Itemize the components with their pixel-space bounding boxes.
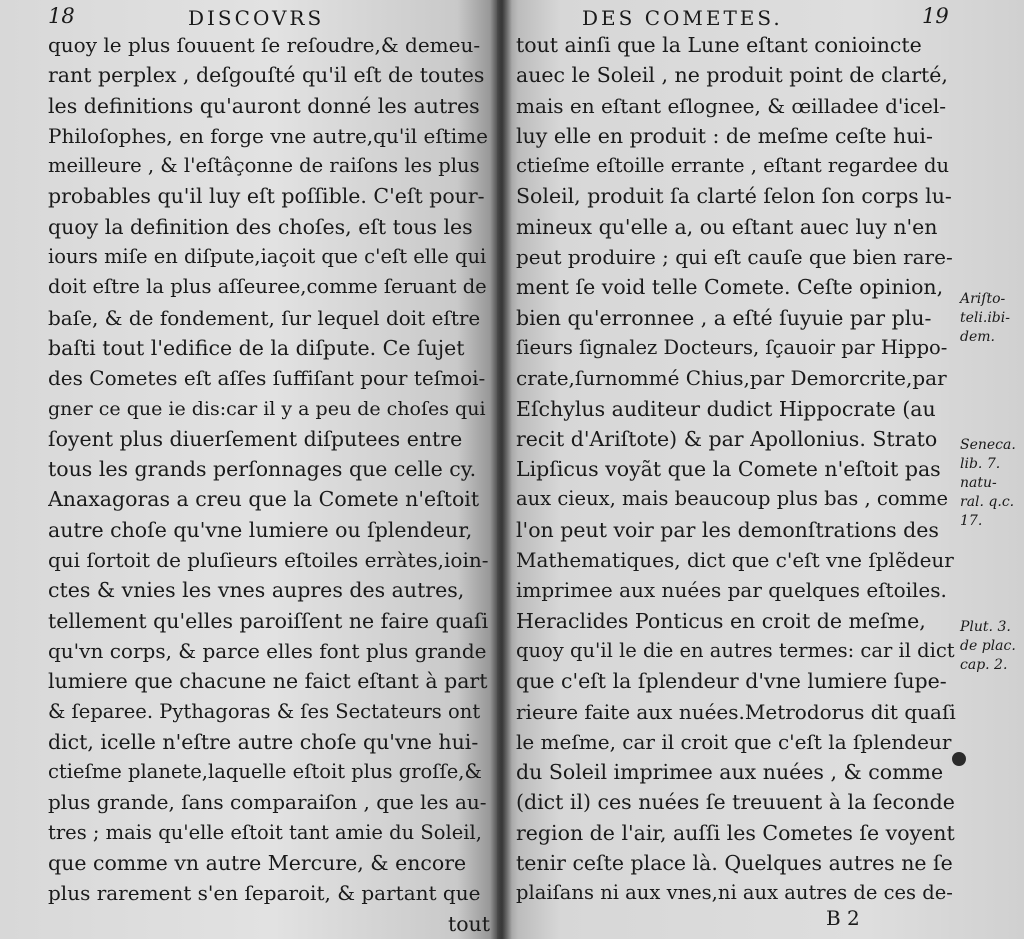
- text-line: les definitions qu'auront donné les autres: [48, 93, 480, 118]
- text-line: ment ſe void telle Comete. Ceſte opinion,: [516, 275, 944, 300]
- text-line: ctieſme eſtoille errante , eſtant regardee du: [516, 154, 950, 178]
- text-line: bien qu'erronnee , a eſté ſuyuie par plu-: [516, 305, 932, 330]
- text-line: imprimee aux nuées par quelques eſtoiles.: [516, 578, 947, 603]
- text-line: gner ce que ie dis:car il y a peu de choſes qui: [48, 397, 486, 420]
- text-line: Lipſicus voyãt que la Comete n'eſtoit pas: [516, 457, 941, 482]
- text-line: Soleil, produit ſa clarté ſelon ſon corps lu-: [516, 184, 952, 209]
- text-line: ctes & vnies les vnes aupres des autres,: [48, 578, 465, 603]
- text-line: que comme vn autre Mercure, & encore: [48, 851, 467, 876]
- left-page: [0, 0, 497, 939]
- text-line: du Soleil imprimee aux nuées , & comme: [516, 760, 944, 785]
- catchword: tout: [447, 911, 490, 936]
- text-line: tous les grands perſonnages que celle cy.: [48, 457, 477, 482]
- margin-note-aristotle: Ariſto- teli.ibi- dem.: [960, 291, 1010, 345]
- text-line: mais en eſtant eſlognee, & œilladee d'icel-: [516, 93, 946, 118]
- text-line: Anaxagoras a creu que la Comete n'eſtoit: [48, 487, 480, 512]
- text-line: ſieurs ſignalez Docteurs, ſçauoir par Hippo-: [516, 335, 948, 359]
- text-line: Mathematiques, dict que c'eſt vne ſplẽdeur: [516, 548, 954, 573]
- text-line: peut produire ; qui eſt cauſe que bien rare-: [516, 245, 953, 270]
- text-line: luy elle en produit : de meſme ceſte hui-: [516, 123, 933, 148]
- text-line: quoy qu'il le die en autres termes: car il dict: [516, 638, 955, 662]
- text-line: recit d'Ariſtote) & par Apollonius. Strato: [516, 426, 938, 451]
- text-line: qui ſortoit de pluſieurs eſtoiles erràtes,ioin-: [48, 548, 489, 573]
- text-line: ſoyent plus diuerſement diſputees entre: [48, 426, 463, 451]
- text-line: baſe, & de fondement, ſur lequel doit eſtre: [48, 305, 481, 330]
- text-line: plus rarement s'en ſeparoit, & partant que: [48, 881, 481, 906]
- text-line: lumiere que chacune ne faict eſtant à part: [48, 669, 488, 694]
- text-line: rant perplex , deſgouſté qu'il eſt de toutes: [48, 63, 485, 88]
- book-gutter: [490, 0, 512, 939]
- text-line: plaiſans ni aux vnes,ni aux autres de ces de-: [516, 881, 953, 905]
- text-line: rieure faite aux nuées.Metrodorus dit quaſi: [516, 699, 956, 724]
- text-line: region de l'air, auſſi les Cometes ſe voyent: [516, 820, 955, 845]
- right-text-block: [516, 30, 956, 909]
- text-line: probables qu'il luy eſt poſſible. C'eſt pour-: [48, 184, 485, 209]
- text-line: tenir ceſte place là. Quelques autres ne ſe: [516, 851, 953, 876]
- text-line: le meſme, car il croit que c'eſt la ſplendeur: [516, 729, 952, 754]
- text-line: iours miſe en diſpute,iaçoit que c'eſt elle qui: [48, 245, 487, 269]
- left-running-head: DISCOVRS: [188, 6, 325, 30]
- text-line: (dict il) ces nuées ſe treuuent à la ſeconde: [516, 790, 955, 815]
- right-running-head: DES COMETES.: [582, 6, 783, 30]
- text-line: baſti tout l'edifice de la diſpute. Ce ſujet: [48, 335, 465, 360]
- text-line: Philoſophes, en forge vne autre,qu'il eſtime: [48, 123, 488, 148]
- text-line: autre choſe qu'vne lumiere ou ſplendeur,: [48, 517, 473, 542]
- margin-note-plutarch: Plut. 3. de plac. cap. 2.: [960, 619, 1016, 673]
- text-line: meilleure , & l'eſtâçonne de raiſons les plus: [48, 154, 480, 178]
- text-line: plus grande, ſans comparaiſon , que les au-: [48, 790, 487, 815]
- text-line: Heraclides Ponticus en croit de meſme,: [516, 608, 926, 633]
- text-line: qu'vn corps, & parce elles font plus grande: [48, 638, 487, 663]
- right-page-number: 19: [922, 4, 949, 28]
- text-line: dict, icelle n'eſtre autre choſe qu'vne hui-: [48, 729, 479, 754]
- text-line: aux cieux, mais beaucoup plus bas , comme: [516, 487, 949, 511]
- ink-spot: [952, 752, 966, 766]
- text-line: crate,ſurnommé Chius,par Demorcrite,par: [516, 366, 947, 391]
- text-line: tellement qu'elles paroiſſent ne faire quaſi: [48, 608, 489, 633]
- text-line: auec le Soleil , ne produit point de clarté,: [516, 63, 948, 88]
- text-line: ctieſme planete,laquelle eſtoit plus groſſe,&: [48, 760, 482, 784]
- left-page-number: 18: [48, 4, 75, 28]
- text-line: quoy la definition des choſes, eſt tous les: [48, 214, 473, 239]
- left-text-block: [48, 30, 490, 939]
- text-line: que c'eſt la ſplendeur d'vne lumiere ſupe-: [516, 669, 947, 694]
- text-line: quoy le plus ſouuent ſe reſoudre,& demeu-: [48, 33, 481, 57]
- text-line: Eſchylus auditeur dudict Hippocrate (au: [516, 396, 936, 421]
- text-line: mineux qu'elle a, ou eſtant auec luy n'en: [516, 214, 938, 239]
- text-line: l'on peut voir par les demonſtrations des: [516, 517, 939, 542]
- margin-note-seneca: Seneca. lib. 7. natu- ral. q.c. 17.: [960, 437, 1016, 529]
- text-line: des Cometes eſt aſſes ſuffiſant pour teſmoi-: [48, 366, 486, 391]
- text-line: & ſeparee. Pythagoras & ſes Sectateurs ont: [48, 699, 481, 723]
- text-line: tout ainſi que la Lune eſtant conioincte: [516, 33, 922, 57]
- text-line: doit eſtre la plus aſſeuree,comme ſeruant de: [48, 275, 487, 299]
- signature-mark: B 2: [826, 906, 860, 930]
- text-line: tres ; mais qu'elle eſtoit tant amie du Soleil,: [48, 820, 482, 844]
